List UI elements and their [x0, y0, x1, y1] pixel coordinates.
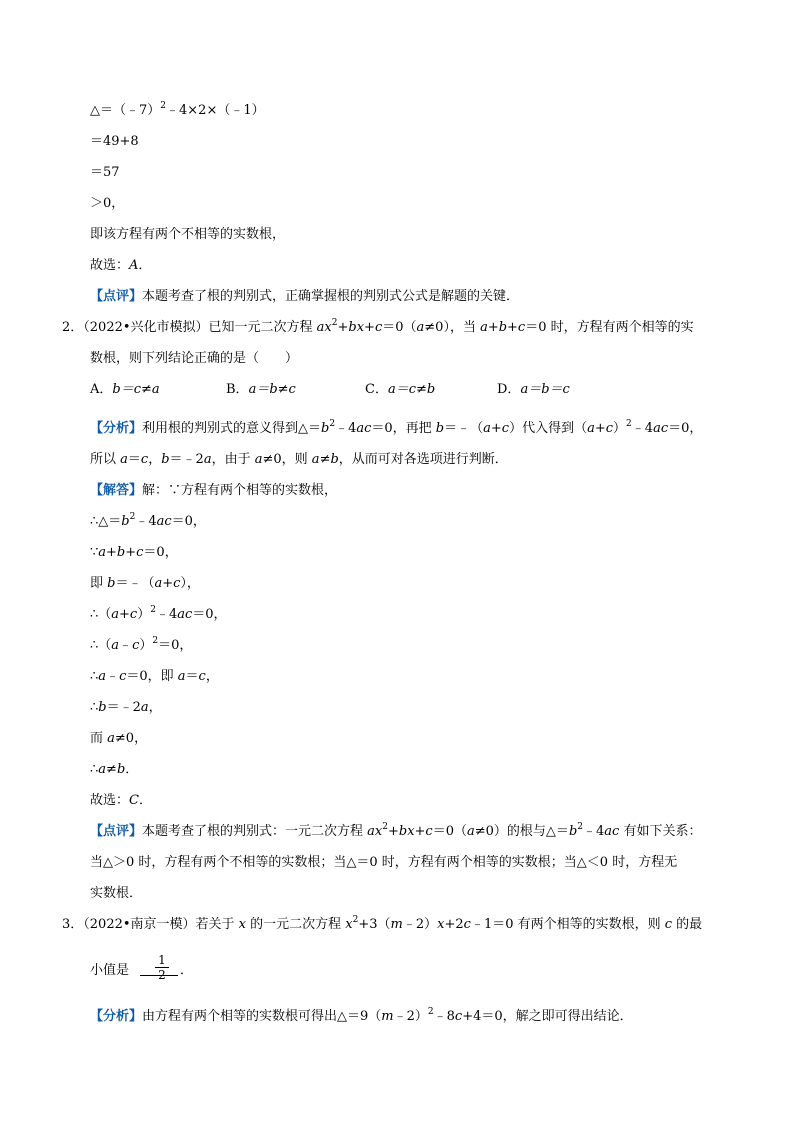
- comment-tag: 【点评】: [90, 824, 143, 839]
- solution-line-3: 即 b＝﹣（a+c），: [90, 576, 200, 591]
- calc-line-3: ＝57: [90, 165, 120, 180]
- option-d: D．a＝b＝c: [497, 382, 570, 397]
- solution-line-8: 而 a≠0，: [90, 731, 148, 746]
- q3-analysis-line: 【分析】由方程有两个相等的实数根可得出△＝9（m﹣2）$^2$﹣8c+4＝0，解之即可得出结论．: [90, 1007, 633, 1024]
- question-3-stem: 3．（2022•南京一模）若关于 x 的一元二次方程 $x^2+3(m﹣2)x+2c﹣1=0$ 有两个相等的实数根，则 c 的最: [62, 915, 703, 932]
- solution-tag: 【解答】: [90, 483, 143, 498]
- question-2-stem: 2．（2022•兴化市模拟）已知一元二次方程 $ax^2+bx+c=0(a\ne 0)$，当 a+b+c＝0 时，方程有两个相等的实: [62, 318, 694, 335]
- analysis-tag: 【分析】: [90, 421, 143, 436]
- answer-fraction: [155, 953, 169, 982]
- comment-line-3: 实数根．: [90, 886, 143, 901]
- question-2-stem-2: 数根，则下列结论正确的是（ ）: [90, 351, 299, 366]
- option-c: C．a＝c≠b: [365, 382, 436, 397]
- solution-line-4: $\therefore(a+c)^2﹣4ac=0$，: [90, 605, 227, 622]
- solution-answer: 故选：C．: [90, 793, 152, 808]
- analysis-line-1: 【分析】利用根的判别式的意义得到$\triangle=b^2﹣4ac=0$，再把 b＝﹣（a+c）代入得到$(a+c)^2﹣4ac=0$，: [90, 419, 703, 436]
- question-2-options: [90, 381, 690, 399]
- calc-line-5: 即该方程有两个不相等的实数根，: [90, 227, 286, 242]
- answer-blank-underline: [140, 975, 178, 976]
- analysis-line-2: 所以 a＝c，b＝﹣2a，由于 a≠0，则 a≠b，从而可对各选项进行判断．: [90, 452, 508, 467]
- analysis-tag: 【分析】: [90, 1009, 143, 1024]
- calc-line-1: △＝（﹣7）$^2$﹣4×2×（﹣1）: [90, 101, 265, 118]
- comment-line: 【点评】本题考查了根的判别式，正确掌握根的判别式公式是解题的关键．: [90, 289, 520, 304]
- question-3-end: ．: [180, 963, 194, 978]
- solution-line-6: ∴a﹣c＝0，即 a＝c，: [90, 669, 219, 684]
- solution-line-0: 【解答】解：∵方程有两个相等的实数根，: [90, 483, 338, 498]
- solution-line-9: ∴a≠b．: [90, 762, 139, 777]
- calc-line-2: ＝49+8: [90, 134, 139, 149]
- solution-line-7: ∴b＝﹣2a，: [90, 700, 162, 715]
- comment-line-2: 当△＞0 时，方程有两个不相等的实数根；当△＝0 时，方程有两个相等的实数根；当△＜0 时，方程无: [90, 855, 678, 870]
- solution-line-2: ∵a+b+c＝0，: [90, 545, 178, 560]
- comment-line-1: 【点评】本题考查了根的判别式：一元二次方程 $ax^2+bx+c=0(a\ne 0)$的根与$\triangle=b^2﹣4ac$ 有如下关系：: [90, 822, 702, 839]
- solution-line-5: ∴（a﹣c）$^2$＝0，: [90, 636, 193, 653]
- question-3-stem-2: 小值是: [90, 963, 130, 978]
- answer-line: 故选：A．: [90, 258, 152, 273]
- option-b: B．a＝b≠c: [226, 382, 296, 397]
- comment-tag: 【点评】: [90, 289, 143, 304]
- fraction-numerator: 1: [158, 953, 166, 967]
- option-a: A．b＝c≠a: [90, 382, 160, 397]
- calc-line-4: ＞0，: [90, 196, 125, 211]
- solution-line-1: $\therefore\triangle=b^2﹣4ac=0$，: [90, 512, 206, 529]
